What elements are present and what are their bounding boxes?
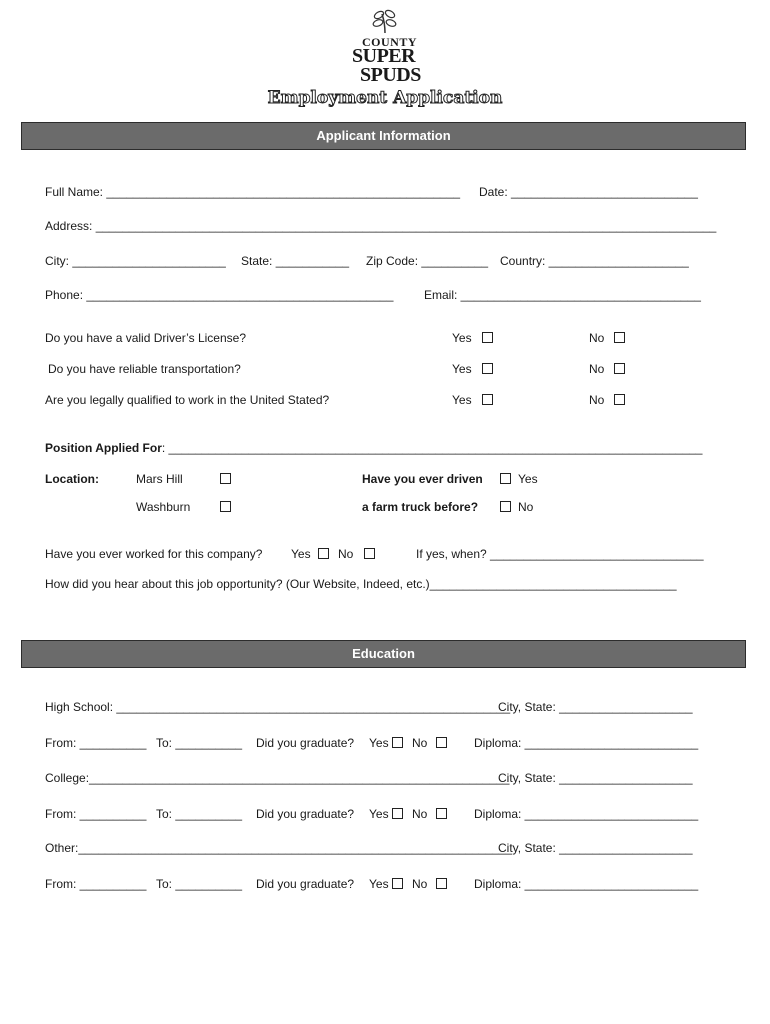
question-label-no: No (589, 331, 605, 345)
date-field[interactable]: Date: ____________________________ (479, 185, 698, 199)
position-line: : ________________________________________________________________________________ (161, 441, 703, 455)
phone-field[interactable]: Phone: ______________________________________________ (45, 288, 394, 302)
college-grad-no-label: No (412, 807, 428, 821)
high-school-from-field[interactable]: From: __________ (45, 736, 147, 750)
worked-when-field[interactable]: If yes, when? ________________________________ (416, 547, 704, 561)
worked-before-yes-checkbox[interactable] (318, 548, 329, 559)
transportation-yes-checkbox[interactable] (482, 363, 493, 374)
logo-county: COUNTY (362, 35, 418, 49)
page-title: Employment Application (267, 88, 503, 108)
city-field[interactable]: City: _______________________ (45, 254, 226, 268)
other-to-field[interactable]: To: __________ (156, 877, 243, 891)
mars-hill-checkbox[interactable] (220, 473, 231, 484)
farm-truck-question-line2: a farm truck before? (362, 500, 479, 514)
worked-before-no-checkbox[interactable] (364, 548, 375, 559)
location-label: Location: (45, 472, 99, 486)
high-school-to-field[interactable]: To: __________ (156, 736, 243, 750)
other-grad-yes-checkbox[interactable] (392, 878, 403, 889)
high-school-diploma-field[interactable]: Diploma: __________________________ (474, 736, 699, 750)
high-school-grad-no-checkbox[interactable] (436, 737, 447, 748)
email-field[interactable]: Email: ____________________________________ (424, 288, 701, 302)
farm-truck-question-line1: Have you ever driven (362, 472, 483, 486)
section-header-applicant: Applicant Information (21, 122, 746, 150)
legally-qualified-yes-checkbox[interactable] (482, 394, 493, 405)
question-label-yes: Yes (452, 362, 472, 376)
other-graduate-question: Did you graduate? (256, 877, 355, 891)
other-grad-yes-label: Yes (369, 877, 389, 891)
farm-truck-no-checkbox[interactable] (500, 501, 511, 512)
high-school-city-state-field[interactable]: City, State: ____________________ (498, 700, 693, 714)
location-option-washburn: Washburn (136, 500, 191, 514)
college-from-field[interactable]: From: __________ (45, 807, 147, 821)
potato-plant-icon (370, 8, 400, 34)
farm-truck-yes-label: Yes (518, 472, 538, 486)
worked-before-question: Have you ever worked for this company? (45, 547, 263, 561)
transportation-no-checkbox[interactable] (614, 363, 625, 374)
other-from-field[interactable]: From: __________ (45, 877, 147, 891)
high-school-grad-yes-checkbox[interactable] (392, 737, 403, 748)
location-option-mars-hill: Mars Hill (136, 472, 183, 486)
legally-qualified-no-checkbox[interactable] (614, 394, 625, 405)
drivers-license-yes-checkbox[interactable] (482, 332, 493, 343)
question-label-no: No (589, 362, 605, 376)
question-label-yes: Yes (452, 331, 472, 345)
farm-truck-no-label: No (518, 500, 534, 514)
college-grad-yes-checkbox[interactable] (392, 808, 403, 819)
high-school-grad-yes-label: Yes (369, 736, 389, 750)
college-field[interactable]: College:_______________________________________________________________ (45, 771, 510, 785)
zip-field[interactable]: Zip Code: __________ (366, 254, 489, 268)
position-field[interactable] (45, 441, 702, 455)
position-label: Position Applied For (45, 441, 162, 455)
college-grad-no-checkbox[interactable] (436, 808, 447, 819)
farm-truck-yes-checkbox[interactable] (500, 473, 511, 484)
section-header-education: Education (21, 640, 746, 668)
college-grad-yes-label: Yes (369, 807, 389, 821)
worked-before-yes-label: Yes (291, 547, 311, 561)
logo-spuds: SPUDS (360, 64, 421, 86)
full-name-field[interactable]: Full Name: _____________________________________________________ (45, 185, 461, 199)
question-label-no: No (589, 393, 605, 407)
company-logo (340, 8, 430, 84)
washburn-checkbox[interactable] (220, 501, 231, 512)
high-school-field[interactable]: High School: ___________________________________________________________ (45, 700, 511, 714)
college-to-field[interactable]: To: __________ (156, 807, 243, 821)
country-field[interactable]: Country: _____________________ (500, 254, 689, 268)
college-city-state-field[interactable]: City, State: ____________________ (498, 771, 693, 785)
worked-before-no-label: No (338, 547, 354, 561)
address-field[interactable]: Address: _____________________________________________________________________________________________ (45, 219, 717, 233)
question-label-yes: Yes (452, 393, 472, 407)
other-grad-no-label: No (412, 877, 428, 891)
logo-super: SUPER (352, 45, 416, 67)
job-source-field[interactable]: How did you hear about this job opportunity? (Our Website, Indeed, etc.)_____________________________________ (45, 577, 677, 591)
drivers-license-no-checkbox[interactable] (614, 332, 625, 343)
question-transportation: Do you have reliable transportation? (48, 362, 241, 376)
other-city-state-field[interactable]: City, State: ____________________ (498, 841, 693, 855)
college-graduate-question: Did you graduate? (256, 807, 355, 821)
college-diploma-field[interactable]: Diploma: __________________________ (474, 807, 699, 821)
state-field[interactable]: State: ___________ (241, 254, 350, 268)
high-school-grad-no-label: No (412, 736, 428, 750)
question-legally-qualified: Are you legally qualified to work in the United Stated? (45, 393, 330, 407)
question-drivers-license: Do you have a valid Driver’s License? (45, 331, 246, 345)
other-diploma-field[interactable]: Diploma: __________________________ (474, 877, 699, 891)
other-grad-no-checkbox[interactable] (436, 878, 447, 889)
high-school-graduate-question: Did you graduate? (256, 736, 355, 750)
other-school-field[interactable]: Other:_________________________________________________________________ (45, 841, 513, 855)
